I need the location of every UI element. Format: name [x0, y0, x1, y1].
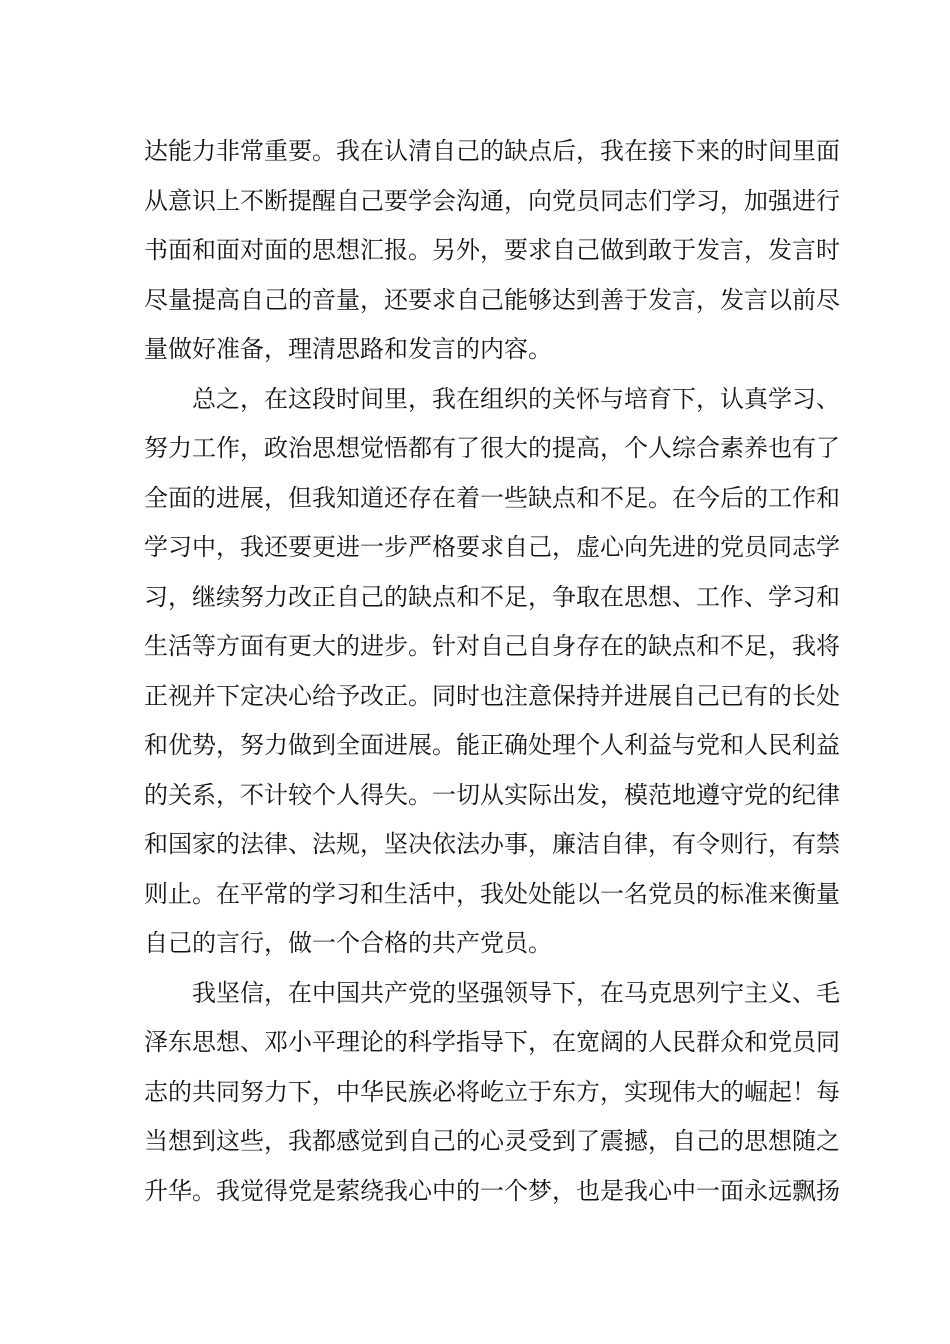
text-line: 当想到这些，我都感觉到自己的心灵受到了震撼，自己的思想随之: [144, 1127, 840, 1155]
text-line: 习，继续努力改正自己的缺点和不足，争取在思想、工作、学习和: [144, 582, 840, 611]
text-line: 学习中，我还要更进一步严格要求自己，虚心向先进的党员同志学: [144, 533, 840, 561]
text-line: 我坚信，在中国共产党的坚强领导下，在马克思列宁主义、毛: [192, 978, 840, 1007]
text-line: 志的共同努力下，中华民族必将屹立于东方，实现伟大的崛起！每: [144, 1077, 840, 1106]
text-line: 达能力非常重要。我在认清自己的缺点后，我在接下来的时间里面: [144, 137, 840, 165]
text-line: 生活等方面有更大的进步。针对自己自身存在的缺点和不足，我将: [144, 632, 840, 660]
text-line: 总之，在这段时间里，我在组织的关怀与培育下，认真学习、: [192, 384, 840, 413]
text-line: 泽东思想、邓小平理论的科学指导下，在宽阔的人民群众和党员同: [144, 1028, 840, 1056]
text-line: 书面和面对面的思想汇报。另外，要求自己做到敢于发言，发言时: [144, 236, 840, 264]
text-line: 尽量提高自己的音量，还要求自己能够达到善于发言，发言以前尽: [144, 285, 840, 314]
text-line: 和国家的法律、法规，坚决依法办事，廉洁自律，有令则行，有禁: [144, 830, 840, 858]
text-line: 自己的言行，做一个合格的共产党员。: [144, 929, 552, 957]
text-line: 努力工作，政治思想觉悟都有了很大的提高，个人综合素养也有了: [144, 434, 840, 462]
document-body: [144, 127, 840, 1216]
text-line: 则止。在平常的学习和生活中，我处处能以一名党员的标准来衡量: [144, 879, 840, 908]
text-line: 从意识上不断提醒自己要学会沟通，向党员同志们学习，加强进行: [144, 186, 840, 215]
text-line: 和优势，努力做到全面进展。能正确处理个人利益与党和人民利益: [144, 731, 840, 759]
text-line: 升华。我觉得党是萦绕我心中的一个梦，也是我心中一面永远飘扬: [144, 1176, 840, 1205]
text-line: 正视并下定决心给予改正。同时也注意保持并进展自己已有的长处: [144, 681, 840, 710]
text-line: 量做好准备，理清思路和发言的内容。: [144, 335, 552, 363]
text-line: 的关系，不计较个人得失。一切从实际出发，模范地遵守党的纪律: [144, 780, 840, 809]
text-line: 全面的进展，但我知道还存在着一些缺点和不足。在今后的工作和: [144, 483, 840, 512]
